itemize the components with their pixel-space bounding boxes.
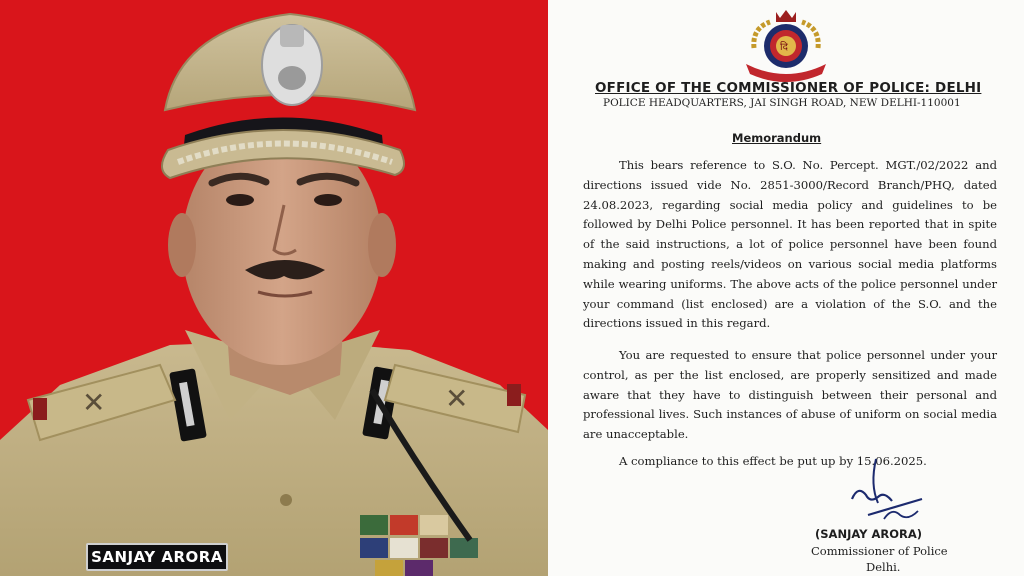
signer-title: Commissioner of Police (811, 544, 948, 558)
memo-heading: Memorandum (732, 131, 822, 145)
memo-paragraph: You are requested to ensure that police personnel under your control, as per the list enclosed, are properly sensitized and made aware that they have to distinguish between their personal and professional lives. Such instances of abuse of uniform on social media are unacceptable. (583, 348, 997, 442)
handwritten-signature-icon (848, 455, 928, 527)
nameplate: SANJAY ARORA (86, 543, 228, 571)
svg-text:✕: ✕ (445, 382, 469, 415)
office-address: POLICE HEADQUARTERS, JAI SINGH ROAD, NEW DELHI-110001 (603, 97, 961, 109)
signer-name: (SANJAY ARORA) (815, 527, 923, 541)
memo-paragraph-deadline: A compliance to this effect be put up by 15.06.2025. (619, 454, 927, 468)
signer-place: Delhi. (866, 560, 901, 574)
memorandum-document (548, 0, 1024, 576)
svg-text:दि: दि (780, 42, 788, 53)
delhi-police-emblem-icon (740, 8, 832, 82)
office-title: OFFICE OF THE COMMISSIONER OF POLICE: DELHI (595, 80, 982, 96)
svg-text:✕: ✕ (82, 386, 106, 419)
memo-paragraph: This bears reference to S.O. No. Percept. MGT./02/2022 and directions issued vide No. 2851-3000/Record Branch/PHQ, dated 24.08.2023, regarding social media policy and guidelines to be followed by Delhi Police personnel. It has been reported that in spite of the said instructions, a lot of police personnel have been found making and posting reels/videos on various social media platforms while wearing uniforms. The above acts of the police personnel under your command (list enclosed) are a violation of the S.O. and the directions issued in this regard. (583, 158, 997, 331)
